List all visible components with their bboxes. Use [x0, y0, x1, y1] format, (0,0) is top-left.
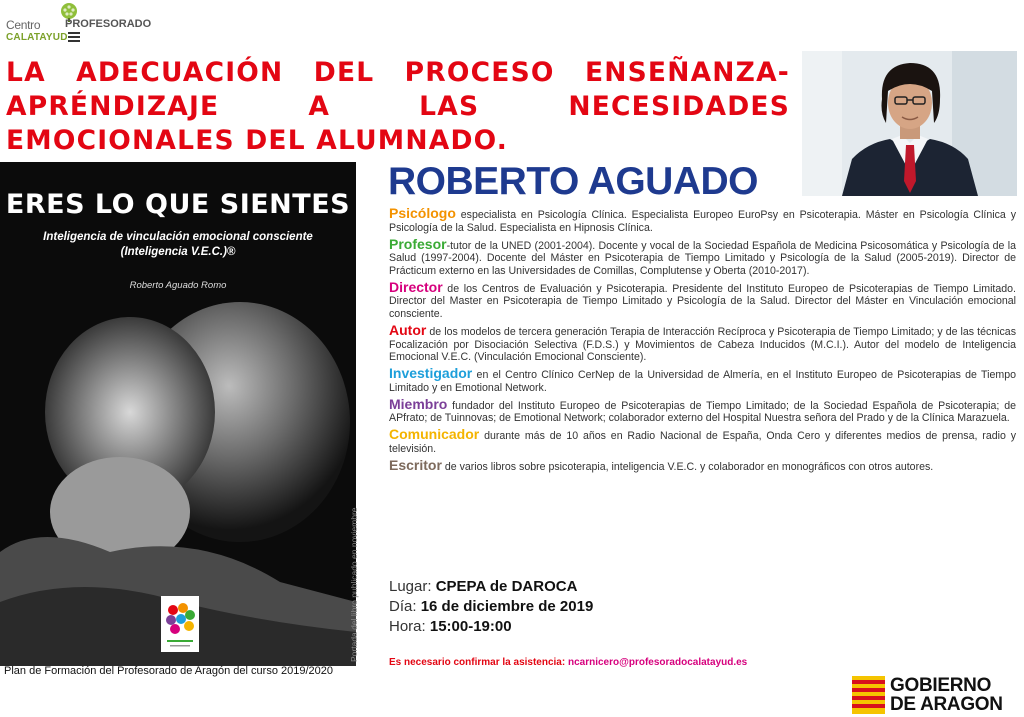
gov-line1: GOBIERNO	[890, 675, 992, 696]
event-date-label: Día:	[389, 598, 417, 615]
bio-text: fundador del Instituto Europeo de Psicoterapias de Tiempo Limitado; de la Sociedad Española de Psicoterapia; de APfrato; de Tuinnovas; de Emotional Network; colaborador externo del Hospital Nuestra señora del Prado y de la Clínica Marazuela.	[389, 399, 1016, 425]
bio-keyword: Miembro	[389, 395, 448, 412]
bio-text: de los modelos de tercera generación Terapia de Interacción Recíproca y Psicoterapia de Tiempo Limitado; y de las técnicas Focalización por Disociación Selectiva (F.D.S.) y Movimientos de Cabeza Inducidos (M.C.I.). Autor del modelo de Inteligencia Emocional V.E.C. (Vinculación Emocional Consciente).	[389, 325, 1016, 364]
logo-centro-text: Centro	[6, 18, 41, 32]
book-side-note: Portada del libro publicado en noviembre	[349, 507, 359, 662]
bio-keyword: Comunicador	[389, 426, 480, 443]
bio-entry	[389, 456, 1016, 474]
logo-calatayud-text: CALATAYUD	[6, 32, 68, 43]
confirm-attendance	[389, 657, 747, 668]
bio-entry	[389, 235, 1016, 278]
speaker-photo	[802, 51, 1017, 196]
gobierno-aragon-text	[890, 676, 1003, 714]
event-time-label: Hora:	[389, 618, 426, 635]
bio-keyword: Psicólogo	[389, 205, 456, 221]
book-title: ERES LO QUE SIENTES	[5, 189, 351, 220]
book-subtitle-line1: Inteligencia de vinculación emocional consciente	[43, 231, 313, 243]
bio-entry	[389, 207, 1016, 234]
bio-text: de los Centros de Evaluación y Psicoterapia. Presidente del Instituto Europeo de Psicoterapias de Tiempo Limitado. Director del Master en Psicoterapia de Tiempo Limitado y Psicología de la Salud. Director del Máster en Vinculación emocional consciente.	[389, 282, 1016, 320]
confirm-email-link[interactable]: ncarnicero@profesoradocalatayud.es	[567, 657, 748, 668]
event-date-value: 16 de diciembre de 2019	[420, 598, 594, 615]
bio-entry	[389, 395, 1016, 425]
book-subtitle	[20, 230, 336, 260]
event-time-value: 15:00-19:00	[429, 618, 512, 635]
event-place	[389, 577, 593, 597]
confirm-text: Es necesario confirmar la asistencia:	[389, 657, 568, 668]
bio-text: de varios libros sobre psicoterapia, inteligencia V.E.C. y colaborador en monográficos con otros autores.	[441, 460, 934, 473]
speaker-bio	[389, 207, 1016, 477]
event-place-value: CPEPA de DAROCA	[435, 578, 578, 595]
bio-entry	[389, 428, 1016, 455]
centro-profesorado-logo	[6, 2, 156, 46]
training-plan-footer: Plan de Formación del Profesorado de Aragón del curso 2019/2020	[4, 665, 333, 677]
book-subtitle-line2: (Inteligencia V.E.C.)®	[120, 246, 236, 258]
bio-keyword: Investigador	[389, 365, 473, 382]
brain-logo-icon	[161, 596, 199, 652]
book-cover	[0, 162, 356, 666]
book-author: Roberto Aguado Romo	[129, 280, 227, 291]
speaker-name: ROBERTO AGUADO	[388, 160, 759, 203]
page-title: LA ADECUACIÓN DEL PROCESO ENSEÑANZA-APRÉNDIZAJE A LAS NECESIDADES EMOCIONALES DEL ALUMNADO.	[6, 57, 790, 156]
bio-text: especialista en Psicología Clínica. Especialista Europeo EuroPsy en Psicoterapia. Máster en Psicología Clínica y Psicología de la Salud. Especialista en Hipnosis Clínica.	[389, 209, 1016, 234]
bio-entry	[389, 367, 1016, 394]
bio-entry	[389, 278, 1016, 321]
bio-keyword: Director	[389, 278, 443, 295]
bio-text: -tutor de la UNED (2001-2004). Docente y vocal de la Sociedad Española de Medicina Psicosomática y Psicología de la Salud (1997-2004). Docente del Máster en Psicoterapia de Tiempo Limitado y Psicología de la Salud (2005-2019). Director de Prácticum externo en las Universidades de Comillas, Complutense y Oberta (2010-2017).	[389, 239, 1016, 277]
logo-profesorado-text: PROFESORADO	[65, 18, 152, 30]
event-place-label: Lugar:	[389, 578, 432, 595]
bio-keyword: Autor	[389, 321, 427, 338]
event-time	[389, 617, 593, 637]
event-date	[389, 597, 593, 617]
event-details	[389, 577, 593, 637]
logo-lines-icon	[68, 32, 80, 44]
bio-keyword: Profesor	[389, 235, 447, 252]
bio-entry	[389, 321, 1016, 364]
gov-line2: DE ARAGON	[890, 694, 1003, 715]
aragon-flag-icon	[852, 676, 885, 714]
bio-text: en el Centro Clínico CerNep de la Universidad de Almería, en el Instituto Europeo de Psicoterapias de Tiempo Limitado y en Emotional Network.	[389, 369, 1016, 394]
bio-keyword: Escritor	[389, 456, 442, 473]
bio-text: durante más de 10 años en Radio Nacional de España, Onda Cero y diferentes medios de prensa, radio y televisión.	[389, 430, 1016, 455]
gobierno-aragon-logo	[852, 676, 1020, 716]
